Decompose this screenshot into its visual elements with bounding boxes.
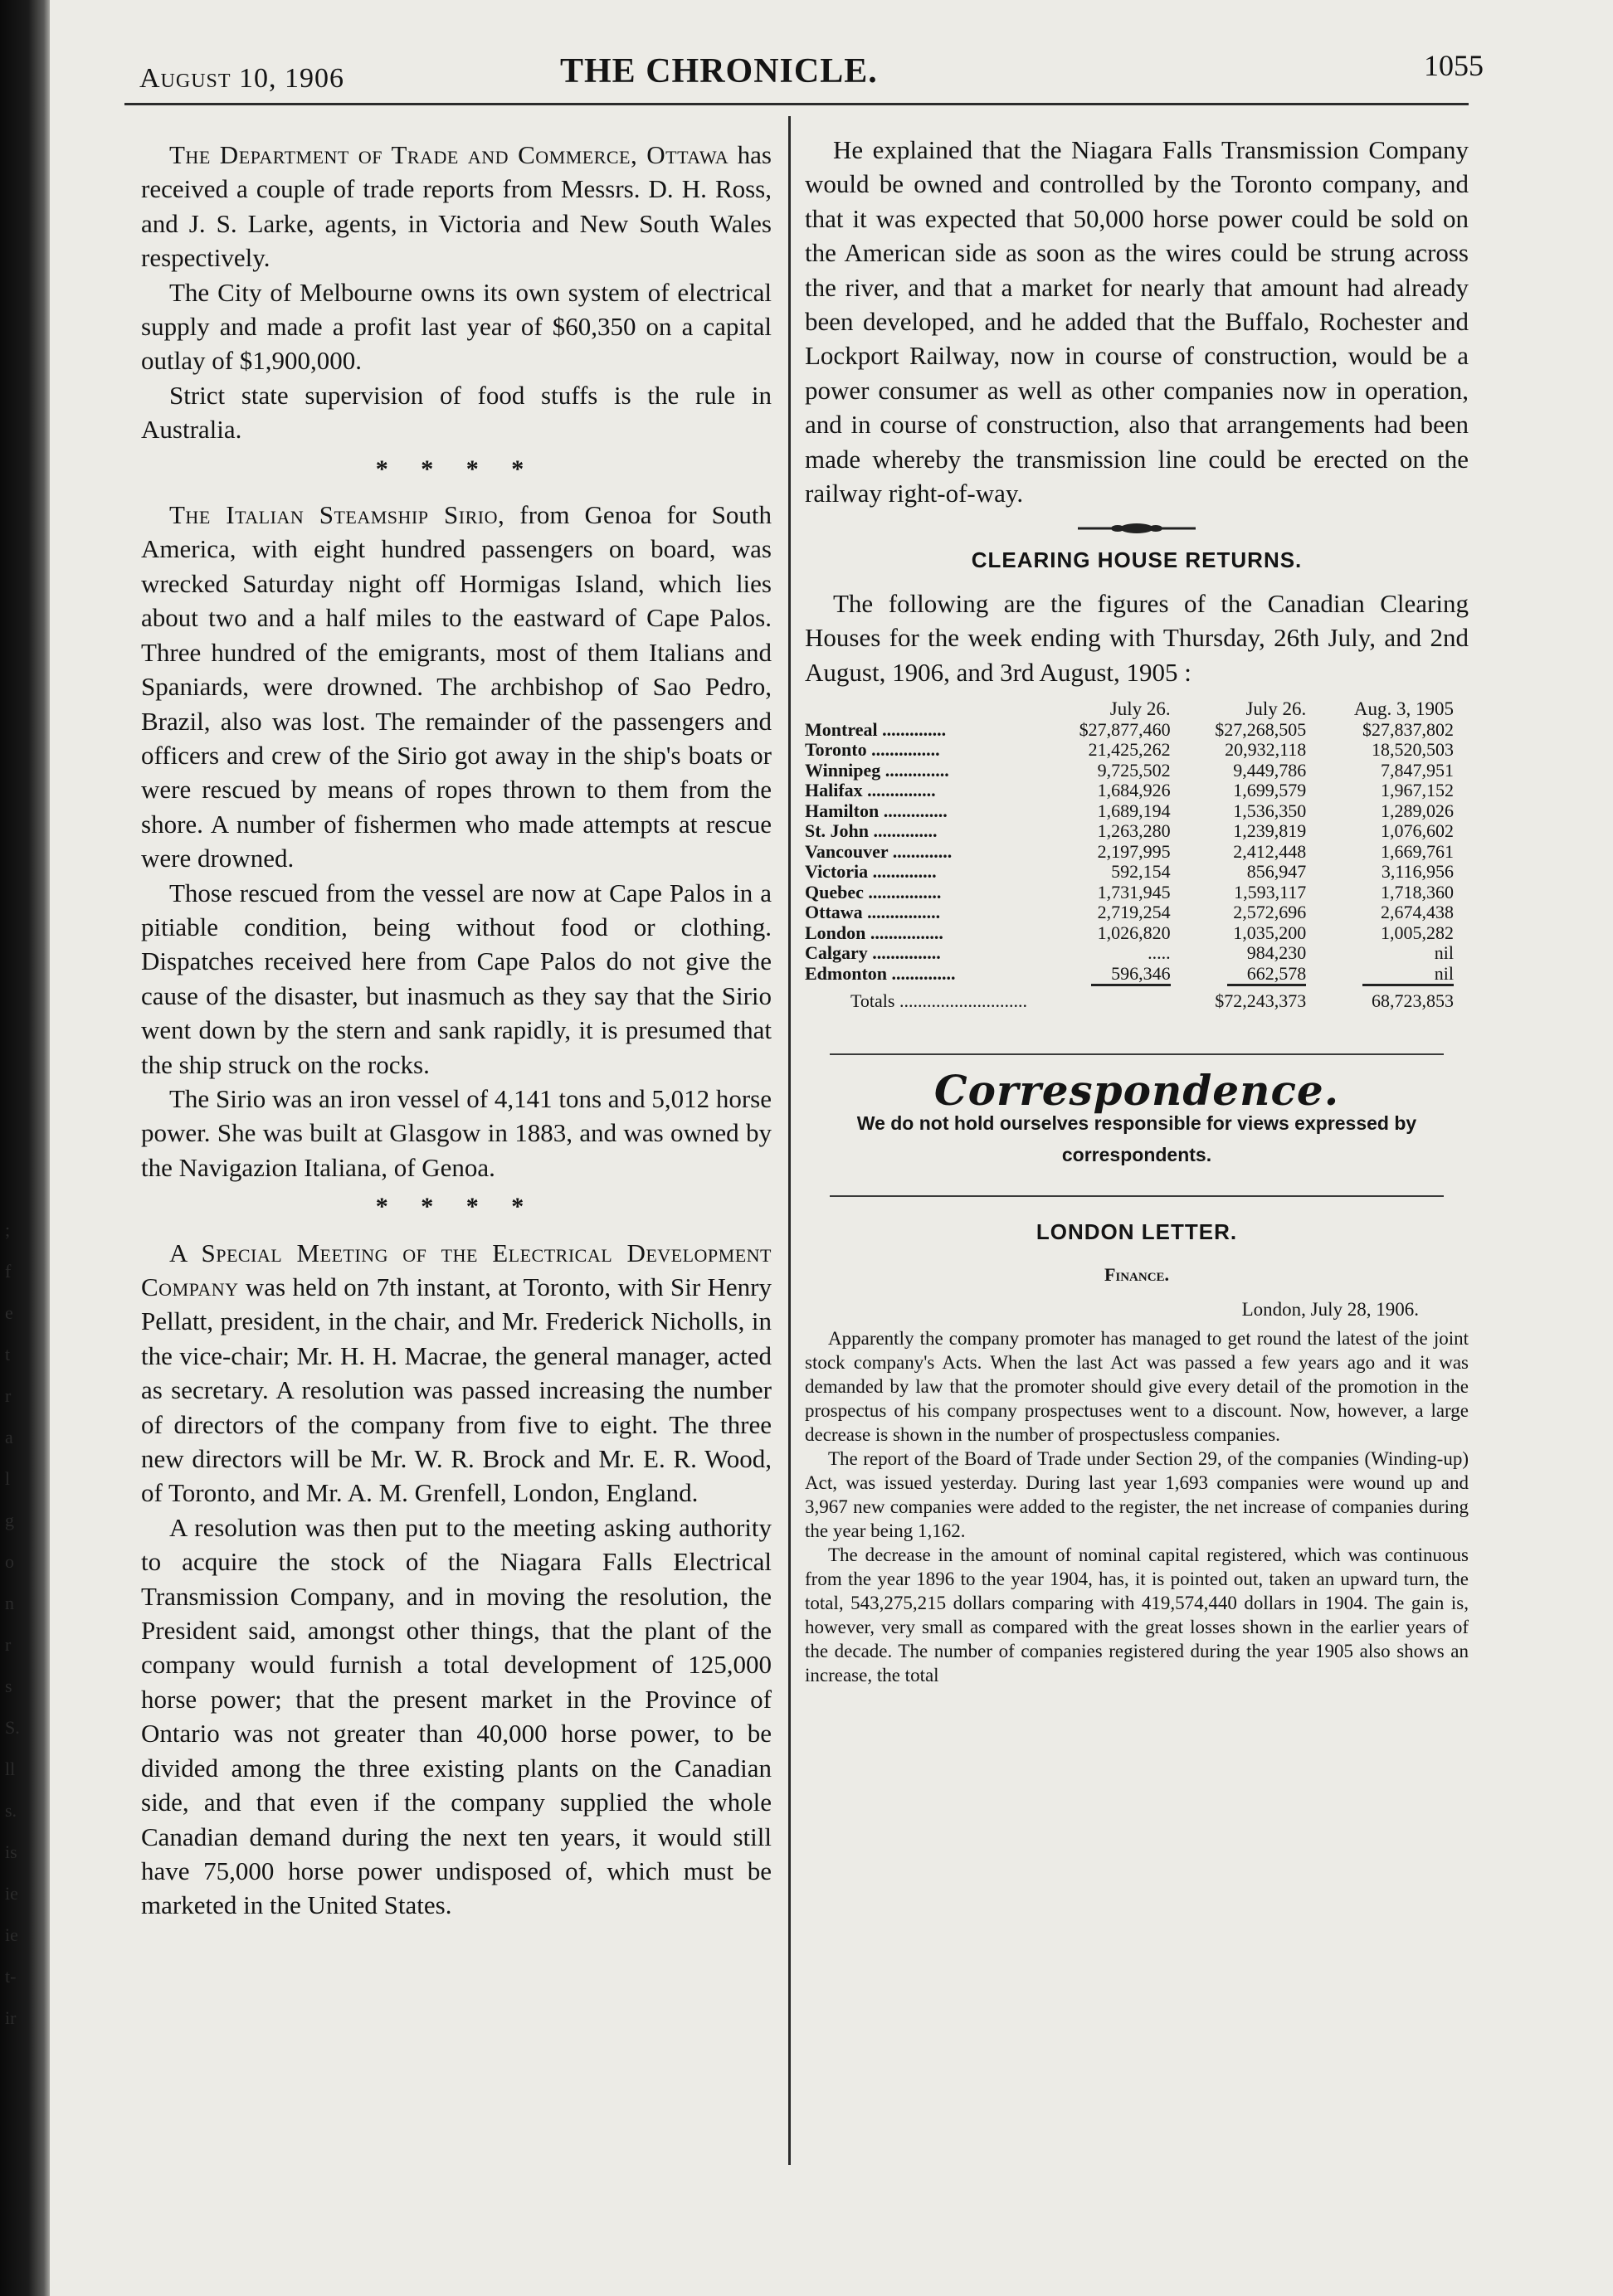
- value-july-26: 1,263,280: [1097, 820, 1171, 842]
- clearing-house-rows: [805, 720, 1460, 985]
- city-cell: Halifax ...............: [805, 780, 936, 801]
- value-july-26: 21,425,262: [1088, 739, 1171, 761]
- value-july-26: $27,877,460: [1079, 718, 1171, 740]
- margin-fragment: a: [5, 1427, 13, 1447]
- section-separator: * * * *: [375, 455, 538, 483]
- value-aug-3-1905: nil: [1434, 942, 1454, 964]
- table-row: [805, 943, 1460, 964]
- table-row: [805, 761, 1460, 781]
- city-cell: Quebec ................: [805, 881, 942, 902]
- electrical-meeting-paragraph: A Special Meeting of the Electrical Development Company was held on 7th instant, at Toronto, with Sir Henry Pellatt, president, in the chair, and Mr. Frederick Nicholls, in the vice-chair; Mr. H. H. Macrae, the general manager, acted as secretary. A resolution was passed increasing the number of directors of the company from five to eight. The three new directors will be Mr. W. R. Brock and Mr. E. R. Wood, of Toronto, and Mr. A. M. Grenfell, London, England.: [141, 1238, 772, 1508]
- letter-paragraph: The report of the Board of Trade under Section 29, of the companies (Winding-up) Act, was issued yesterday. During last year 1,693 companies were wound up and 3,967 new companies were added to the register, the net increase of companies during the year being 1,162.: [805, 1448, 1469, 1542]
- value-july-26-1906: 1,593,117: [1234, 881, 1307, 902]
- margin-fragment: f: [5, 1261, 12, 1282]
- binding-spine: [0, 0, 51, 2296]
- city-cell: Montreal ..............: [805, 718, 947, 740]
- page-number: 1055: [1424, 49, 1484, 82]
- margin-fragment: is: [5, 1841, 17, 1862]
- letter-paragraph: Apparently the company promoter has managed to get round the latest of the joint stock company's Acts. When the last Act was passed a few years ago and it was demanded by law that the promoter should give every detail of the promotion in the prospectus of his company prospectuses went to a discount. Now, however, a large decrease is shown in the number of prospectusless companies.: [805, 1328, 1469, 1446]
- column-header: Aug. 3, 1905: [1353, 698, 1454, 720]
- totals-aug-1905: 68,723,853: [1372, 990, 1454, 1012]
- value-aug-3-1905: nil: [1434, 962, 1454, 984]
- margin-fragment: s: [5, 1676, 12, 1696]
- value-aug-3-1905: 1,967,152: [1381, 780, 1454, 801]
- london-letter-heading: LONDON LETTER.: [1036, 1219, 1238, 1244]
- sirio-vessel-paragraph: The Sirio was an iron vessel of 4,141 tons and 5,012 horse power. She was built at Glasgow in 1883, and was owned by the Navigazion Italiana, of Genoa.: [141, 1083, 772, 1182]
- table-row: [805, 720, 1460, 741]
- divider-rule: [830, 1053, 1444, 1055]
- value-july-26-1906: 1,035,200: [1233, 922, 1307, 943]
- column-rule: [788, 116, 791, 2165]
- correspondence-disclaimer: We do not hold ourselves responsible for views expressed by correspondents.: [856, 1112, 1417, 1165]
- value-july-26-1906: 2,572,696: [1233, 902, 1307, 923]
- table-row: [805, 781, 1460, 801]
- margin-fragment: n: [5, 1593, 14, 1613]
- margin-fragment: t-: [5, 1966, 17, 1987]
- margin-fragment: ll: [5, 1758, 16, 1779]
- city-cell: Victoria ..............: [805, 861, 937, 883]
- value-july-26: 1,689,194: [1097, 800, 1171, 821]
- table-row: [805, 923, 1460, 944]
- city-cell: Vancouver .............: [805, 840, 953, 862]
- value-aug-3-1905: 1,005,282: [1381, 922, 1454, 943]
- value-aug-3-1905: 3,116,956: [1381, 861, 1454, 883]
- header-rule: [124, 103, 1469, 105]
- value-july-26-1906: 1,699,579: [1233, 780, 1307, 801]
- value-july-26: 592,154: [1111, 861, 1171, 883]
- city-cell: Ottawa ................: [805, 902, 941, 923]
- finance-subheading: Finance.: [1104, 1264, 1170, 1286]
- value-aug-3-1905: 1,076,602: [1381, 820, 1454, 842]
- table-row: [805, 801, 1460, 822]
- table-row: [805, 883, 1460, 903]
- trade-commerce-paragraph: The Department of Trade and Commerce, Ottawa has received a couple of trade reports from Messrs. D. H. Ross, and J. S. Larke, agents, in Victoria and New South Wales respectively.: [141, 140, 772, 273]
- margin-fragment: s.: [5, 1800, 17, 1821]
- ornament-divider: [1075, 522, 1199, 535]
- value-aug-3-1905: 1,718,360: [1381, 881, 1454, 902]
- value-aug-3-1905: 2,674,438: [1381, 902, 1454, 923]
- totals-label: Totals ............................: [850, 990, 1027, 1012]
- value-july-26-1906: 1,536,350: [1233, 800, 1307, 821]
- value-july-26-1906: $27,268,505: [1215, 718, 1307, 740]
- value-july-26: 9,725,502: [1097, 759, 1171, 781]
- totals-row: [805, 986, 1460, 1012]
- table-row: [805, 862, 1460, 883]
- table-row: [805, 740, 1460, 761]
- running-head: [66, 49, 1484, 101]
- value-july-26: 1,684,926: [1097, 780, 1171, 801]
- column-header: July 26.: [1109, 698, 1171, 720]
- city-cell: Calgary ...............: [805, 942, 941, 964]
- table-row: [805, 964, 1460, 985]
- margin-fragment: r: [5, 1634, 12, 1655]
- value-july-26-1906: 9,449,786: [1233, 759, 1307, 781]
- city-cell: London ................: [805, 922, 943, 943]
- city-cell: Hamilton ..............: [805, 800, 948, 821]
- value-july-26-1906: 1,239,819: [1233, 820, 1307, 842]
- value-aug-3-1905: 1,289,026: [1381, 800, 1454, 821]
- section-separator: * * * *: [375, 1193, 538, 1221]
- melbourne-paragraph: The City of Melbourne owns its own system of electrical supply and made a profit last year of $60,350 on a capital outlay of $1,900,000.: [141, 277, 772, 376]
- publication-title: THE CHRONICLE.: [560, 52, 878, 90]
- city-cell: Edmonton ..............: [805, 962, 956, 984]
- value-july-26: 2,197,995: [1097, 840, 1171, 862]
- margin-fragment: ir: [5, 2007, 17, 2028]
- margin-fragment: ;: [5, 1219, 11, 1240]
- value-july-26-1906: 662,578: [1246, 962, 1307, 984]
- value-aug-3-1905: $27,837,802: [1362, 718, 1454, 740]
- value-july-26: 596,346: [1111, 962, 1171, 984]
- column-header: July 26.: [1245, 698, 1307, 720]
- table-header-row: [805, 699, 1460, 720]
- margin-fragment: r: [5, 1385, 12, 1406]
- value-aug-3-1905: 18,520,503: [1372, 739, 1454, 761]
- resolution-paragraph: A resolution was then put to the meeting asking authority to acquire the stock of the Niagara Falls Electrical Transmission Company, and in moving the resolution, the President said, amongst other things, that the plant of the company would furnish a total development of 125,000 horse power; that the present market in the Province of Ontario was not greater than 40,000 horse power, to be divided among the three existing plants on the Canadian side, and that even if the company supplied the whole Canadian demand during the next ten years, it would still have 75,000 horse power undisposed of, which must be marketed in the United States.: [141, 1512, 772, 1920]
- table-row: [805, 821, 1460, 842]
- margin-fragment: ie: [5, 1883, 18, 1904]
- london-letter-body: [805, 1326, 1469, 1687]
- column-header-city: [805, 699, 1041, 720]
- totals-july-26: $72,243,373: [1215, 990, 1307, 1012]
- value-july-26-1906: 20,932,118: [1225, 739, 1307, 761]
- margin-fragment: S.: [5, 1717, 20, 1738]
- margin-fragment: e: [5, 1302, 13, 1323]
- value-july-26-1906: 2,412,448: [1233, 840, 1307, 862]
- margin-fragment: g: [5, 1510, 14, 1530]
- value-july-26: .....: [1148, 942, 1171, 964]
- margin-fragment: l: [5, 1468, 11, 1489]
- niagara-paragraph: He explained that the Niagara Falls Transmission Company would be owned and controlled by the Toronto company, and that it was expected that 50,000 horse power could be sold on the American side as soon as the wires could be strung across the river, and that a market for nearly that amount had already been developed, and he added that the Buffalo, Rochester and Lockport Railway, now in course of construction, would be a power consumer as well as other companies now in operation, and in course of construction, also that arrangements had been made whereby the transmission line could be erected on the railway right-of-way.: [805, 135, 1469, 508]
- margin-fragment: o: [5, 1551, 14, 1572]
- value-aug-3-1905: 1,669,761: [1381, 840, 1454, 862]
- table-row: [805, 842, 1460, 863]
- correspondence-heading: Correspondence.: [933, 1065, 1340, 1115]
- sirio-paragraph: The Italian Steamship Sirio, from Genoa for South America, with eight hundred passengers on board, was wrecked Saturday night off Hormigas Island, which lies about two and a half miles to the eastward of Cape Palos. Three hundred of the emigrants, most of them Italians and Spaniards, were drowned. The archbishop of Sao Pedro, Brazil, also was lost. The remainder of the passengers and officers and crew of the Sirio got away in the ship's boats or were rescued by means of ropes thrown to them from the shore. A number of fishermen who made attempts at rescue were drowned.: [141, 500, 772, 873]
- australia-paragraph: Strict state supervision of food stuffs is the rule in Australia.: [141, 380, 772, 445]
- margin-fragment: ie: [5, 1924, 18, 1945]
- clearing-house-intro: The following are the figures of the Canadian Clearing Houses for the week ending with Thursday, 26th July, and 2nd August, 1906, and 3rd August, 1905 :: [805, 588, 1469, 687]
- clearing-house-heading: CLEARING HOUSE RETURNS.: [971, 547, 1303, 573]
- value-july-26: 1,026,820: [1097, 922, 1171, 943]
- clearing-house-table: [805, 699, 1460, 1012]
- letter-paragraph: The decrease in the amount of nominal capital registered, which was continuous from the year 1896 to the year 1904, has, it is pointed out, taken an upward turn, the total, 543,275,215 dollars comparing with 419,574,440 dollars in 1904. The gain is, however, very small as compared with the great losses shown in the earlier years of the decade. The number of companies registered during the year 1905 also shows an increase, the total: [805, 1544, 1469, 1686]
- value-july-26-1906: 856,947: [1246, 861, 1307, 883]
- letter-dateline: London, July 28, 1906.: [1241, 1298, 1419, 1320]
- city-cell: Winnipeg ..............: [805, 759, 949, 781]
- divider-rule: [830, 1195, 1444, 1197]
- table-row: [805, 902, 1460, 923]
- right-column: [805, 133, 1469, 1687]
- value-july-26: 2,719,254: [1097, 902, 1171, 923]
- value-aug-3-1905: 7,847,951: [1381, 759, 1454, 781]
- rescued-paragraph: Those rescued from the vessel are now at Cape Palos in a pitiable condition, being without food or clothing. Dispatches received here from Cape Palos do not give the cause of the disaster, but inasmuch as they say that the Sirio went down by the stern and sank rapidly, it is presumed that the ship struck on the rocks.: [141, 878, 772, 1079]
- margin-fragment: t: [5, 1344, 11, 1364]
- left-column: [141, 138, 772, 1923]
- value-july-26-1906: 984,230: [1246, 942, 1307, 964]
- city-cell: Toronto ...............: [805, 739, 940, 761]
- city-cell: St. John ..............: [805, 820, 938, 842]
- issue-date: August 10, 1906: [139, 63, 345, 94]
- value-july-26: 1,731,945: [1097, 881, 1171, 902]
